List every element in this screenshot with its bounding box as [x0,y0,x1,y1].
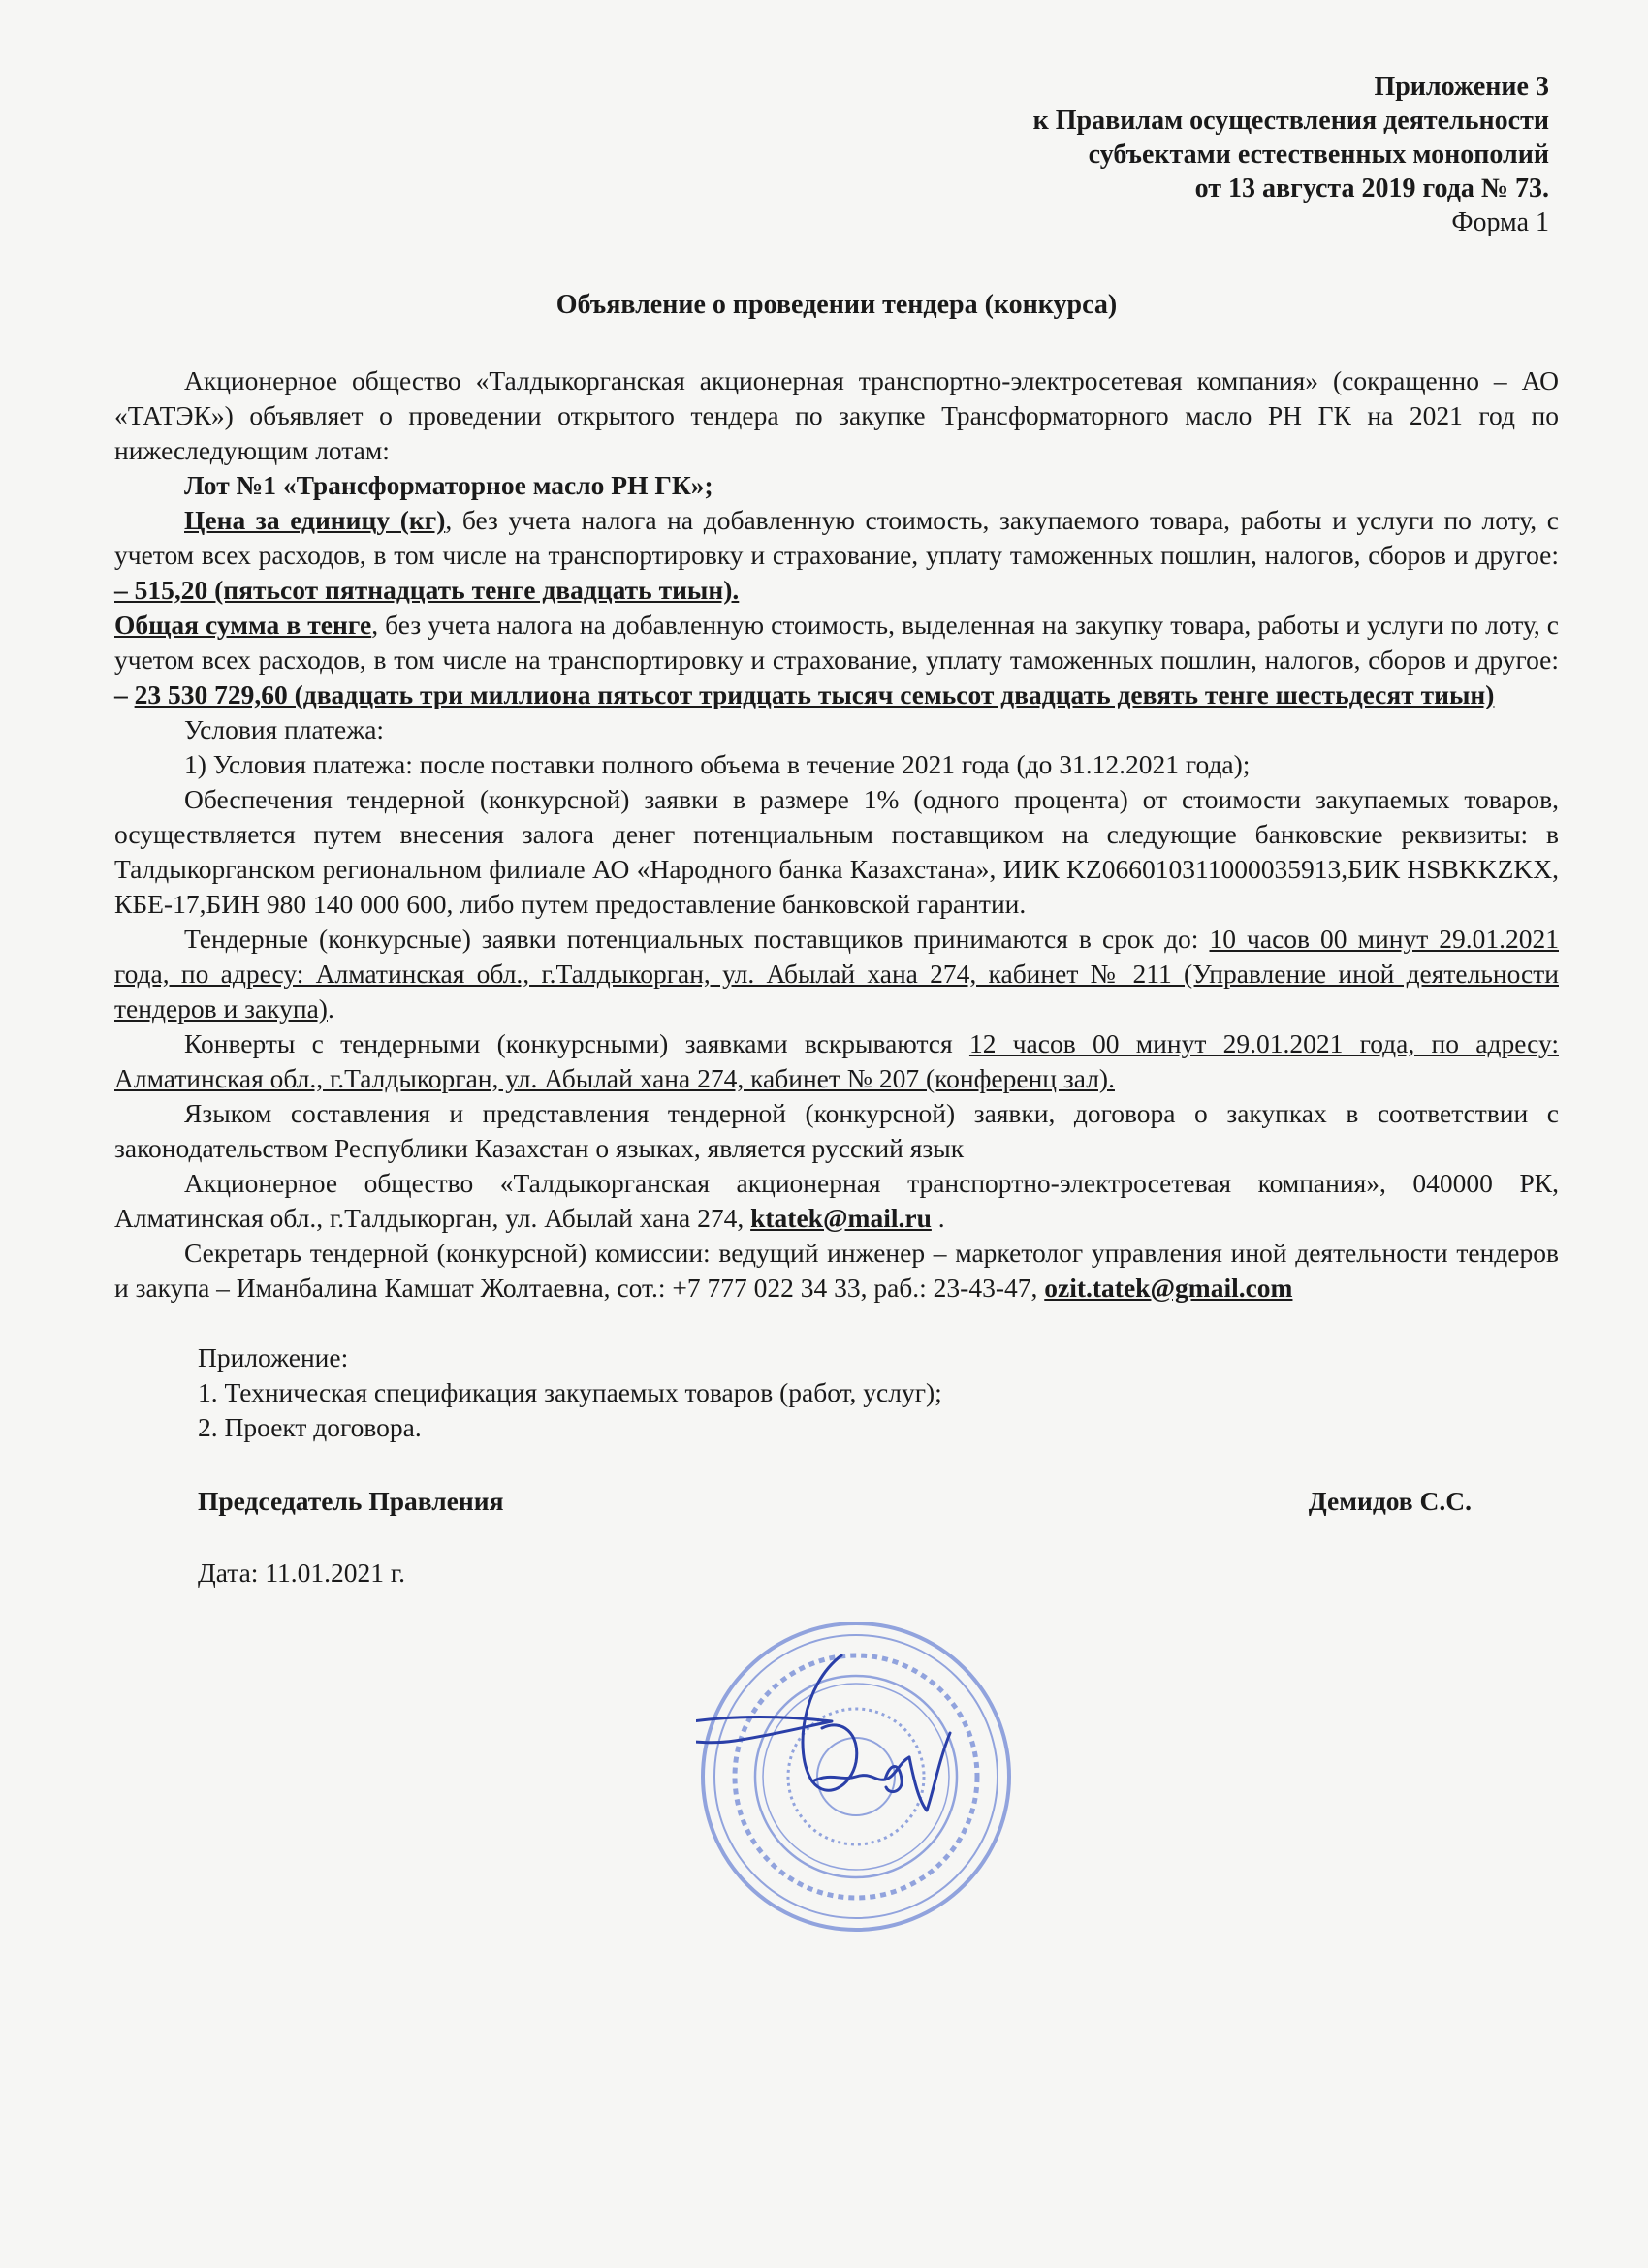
total-sum-value: 23 530 729,60 (двадцать три миллиона пятьсот тридцать тысяч семьсот двадцать девять тенге шестьдесят тиын) [134,679,1495,709]
payment-terms-label: Условия платежа: [184,714,385,744]
unit-price-text: , без учета налога на добавленную стоимость, закупаемого товара, работы и услуги по лоту, с учетом всех расходов, в том числе на транспортировку и страхование, уплату таможенных пошлин, налогов, сборов и другое: [114,505,1559,570]
submission-text: Тендерные (конкурсные) заявки потенциальных поставщиков принимаются в срок до: [184,924,1210,954]
intro-paragraph: Акционерное общество «Талдыкорганская акционерная транспортно-электросетевая компания» (сокращенно – АО «ТАТЭК») объявляет о проведении открытого тендера по закупке Трансформаторного масло РН ГК на 2021 год по нижеследующим лотам: [114,365,1559,465]
document-content [114,70,1559,1591]
address-email-link[interactable]: ktatek@mail.ru [750,1203,932,1233]
address-end: . [931,1203,945,1233]
language-paragraph: Языком составления и представления тендерной (конкурсной) заявки, договора о закупках в соответствии с законодательством Республики Казахстан о языках, является русский язык [114,1098,1559,1163]
company-stamp-icon [696,1617,1016,1937]
header-line-4: от 13 августа 2019 года № 73. [1194,173,1549,204]
unit-price-label: Цена за единицу (кг) [184,505,446,535]
payment-terms-item: 1) Условия платежа: после поставки полного объема в течение 2021 года (до 31.12.2021 года); [184,749,1251,779]
security-paragraph: Обеспечения тендерной (конкурсной) заявки в размере 1% (одного процента) от стоимости закупаемых товаров, осуществляется путем внесения залога денег потенциальным поставщиком на следующие банковские реквизиты: в Талдыкорганском региональном филиале АО «Народного банка Казахстана», ИИК KZ066010311000035913,БИК HSBKKZKX, КБЕ-17,БИН 980 140 000 600, либо путем предоставление банковской гарантии. [114,784,1559,919]
appendix-label: Приложение: [198,1342,349,1372]
appendix-item-1: 1. Техническая спецификация закупаемых товаров (работ, услуг); [198,1377,942,1407]
document-date: Дата: 11.01.2021 г. [198,1558,405,1588]
unit-price-paragraph [114,503,1559,608]
header-forma: Форма 1 [1451,207,1549,237]
secretary-paragraph [114,1236,1559,1306]
header-line-3: субъектами естественных монополий [1088,140,1549,170]
total-sum-label: Общая сумма в тенге [114,610,372,640]
document-title: Объявление о проведении тендера (конкурса) [555,290,1118,320]
unit-price-value: – 515,20 (пятьсот пятнадцать тенге двадцать тиын). [114,575,740,605]
total-sum-paragraph [114,608,1559,712]
opening-value: 12 часов 00 минут 29.01.2021 года, по адресу: Алматинская обл., г.Талдыкорган, ул. Абылай хана 274, кабинет № 207 (конференц зал). [114,1028,1559,1093]
secretary-text: Секретарь тендерной (конкурсной) комиссии: ведущий инженер – маркетолог управления иной деятельности тендеров и закупа – Иманбалина Камшат Жолтаевна, сот.: +7 777 022 34 33, раб.: 23-43-47, [114,1238,1559,1303]
signatory-name: Демидов С.С. [1308,1486,1472,1516]
opening-text: Конверты с тендерными (конкурсными) заявками вскрываются [184,1028,969,1058]
lot-line: Лот №1 «Трансформаторное масло РН ГК»; [184,470,713,500]
address-paragraph [114,1166,1559,1236]
document-header [114,70,1559,239]
appendix-block [114,1340,1559,1445]
total-sum-dash: – [114,679,135,709]
opening-paragraph [114,1026,1559,1096]
submission-end: . [327,993,334,1024]
signatory-position: Председатель Правления [198,1486,504,1516]
total-sum-text: , без учета налога на добавленную стоимость, выделенная на закупку товара, работы и услуги по лоту, с учетом всех расходов, в том числе на транспортировку и страхование, уплату таможенных пошлин, налогов, сборов и другое: [114,610,1560,675]
submission-paragraph [114,922,1559,1026]
signature-row [114,1474,1559,1532]
header-line-2: к Правилам осуществления деятельности [1032,106,1549,136]
appendix-item-2: 2. Проект договора. [198,1412,422,1442]
header-line-1: Приложение 3 [1374,72,1549,102]
address-text: Акционерное общество «Талдыкорганская акционерная транспортно-электросетевая компания», 040000 РК, Алматинская обл., г.Талдыкорган, ул. Абылай хана 274, [114,1168,1559,1233]
secretary-email-link[interactable]: ozit.tatek@gmail.com [1044,1273,1293,1303]
submission-value: 10 часов 00 минут 29.01.2021 года, по адресу: Алматинская обл., г.Талдыкорган, ул. Абылай хана 274, кабинет № 211 (Управление иной деятельности тендеров и закупа) [114,924,1559,1024]
